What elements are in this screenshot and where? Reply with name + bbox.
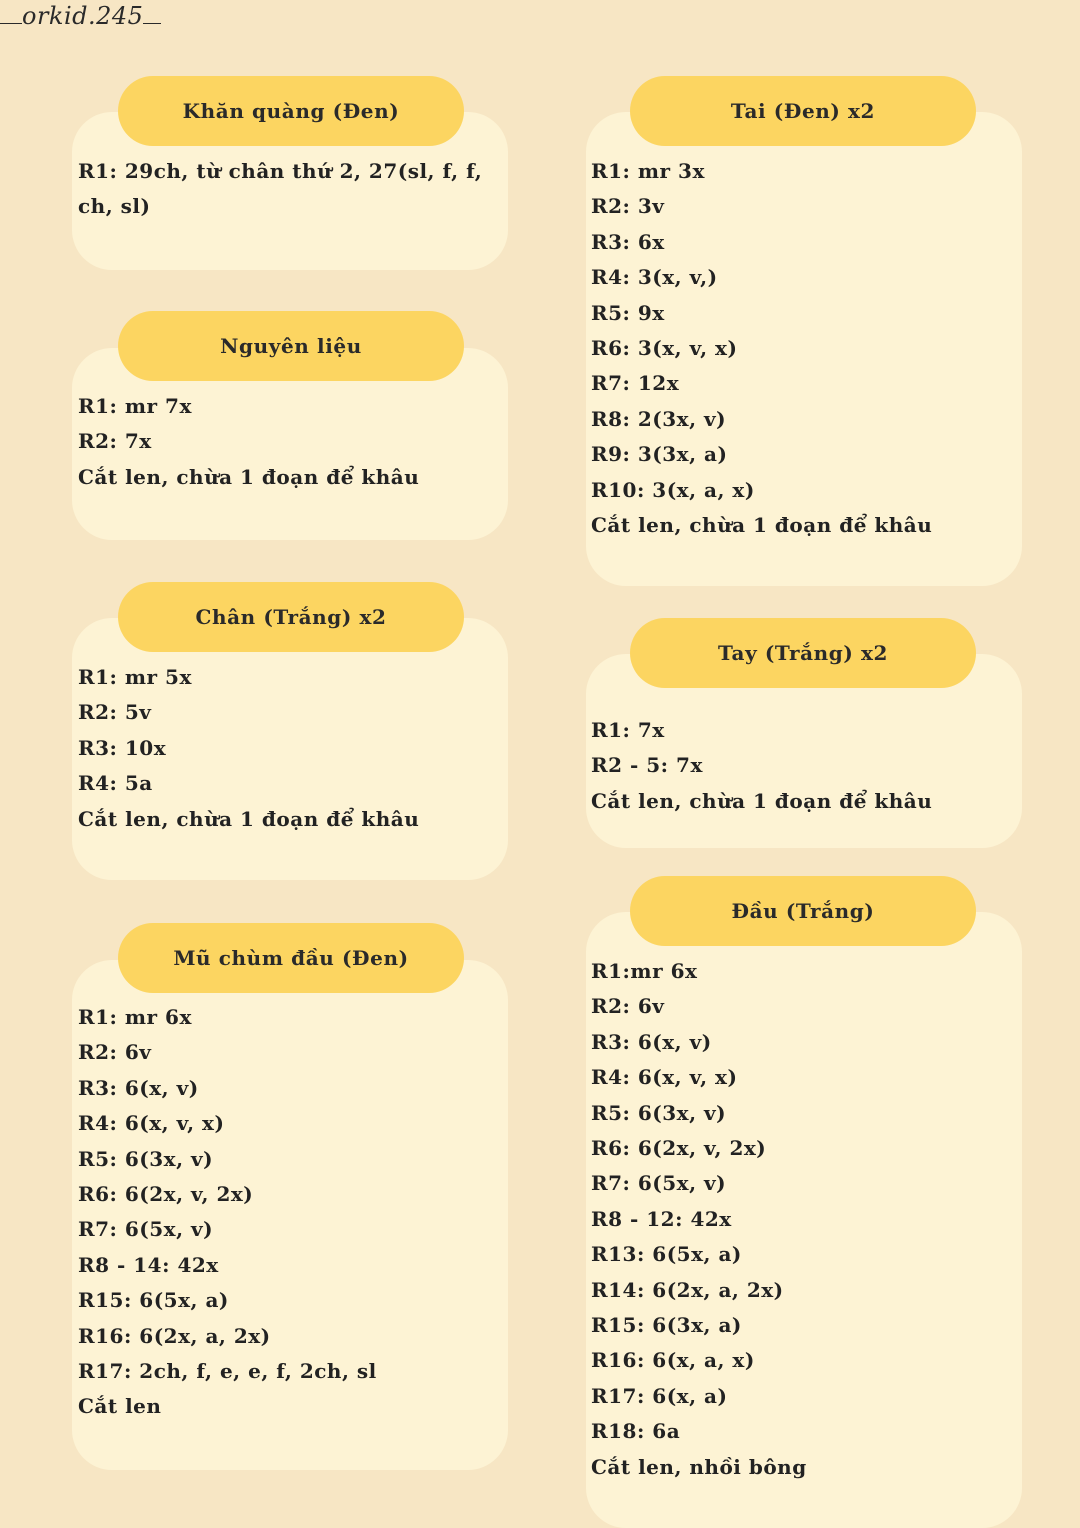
pattern-line: Cắt len, chừa 1 đoạn để khâu [591, 513, 933, 538]
pattern-line: R8: 2(3x, v) [591, 406, 727, 431]
section-lines-ears [591, 154, 1011, 543]
section-title-hood: Mũ chùm đầu (Đen) [118, 923, 464, 993]
pattern-line: R1: mr 7x [78, 394, 192, 418]
section-lines-head [591, 954, 1011, 1485]
pattern-line: R6: 6(2x, v, 2x) [78, 1182, 254, 1207]
pattern-line: R1: mr 3x [591, 159, 705, 183]
section-title-materials: Nguyên liệu [118, 311, 464, 381]
pattern-line: R2: 6v [78, 1040, 152, 1065]
pattern-line: R4: 6(x, v, x) [78, 1111, 225, 1136]
section-title-legs: Chân (Trắng) x2 [118, 582, 464, 652]
section-title-ears: Tai (Đen) x2 [630, 76, 976, 146]
pattern-line: R14: 6(2x, a, 2x) [591, 1277, 784, 1302]
pattern-line: R5: 6(3x, v) [591, 1100, 727, 1125]
pattern-line: R7: 6(5x, v) [78, 1217, 214, 1242]
section-lines-legs [78, 660, 498, 837]
pattern-line: R5: 9x [591, 300, 665, 325]
pattern-line: R3: 6x [591, 229, 665, 254]
pattern-line: R2: 7x [78, 429, 152, 454]
pattern-line: R1: mr 5x [78, 665, 192, 689]
pattern-line: R4: 5a [78, 771, 153, 796]
pattern-line: R7: 12x [591, 371, 680, 396]
pattern-line: R2: 6v [591, 994, 665, 1019]
section-title-head: Đầu (Trắng) [630, 876, 976, 946]
pattern-line: R2 - 5: 7x [591, 753, 703, 778]
pattern-line: R3: 6(x, v) [591, 1029, 712, 1054]
pattern-line: R3: 10x [78, 735, 167, 760]
pattern-line: Cắt len, nhồi bông [591, 1454, 807, 1479]
section-title-scarf: Khăn quàng (Đen) [118, 76, 464, 146]
pattern-line: R13: 6(5x, a) [591, 1242, 742, 1267]
pattern-line: Cắt len [78, 1394, 162, 1419]
section-lines-materials [78, 389, 498, 495]
pattern-line: R1:mr 6x [591, 959, 698, 983]
section-lines-hood [78, 1000, 498, 1425]
pattern-line: R16: 6(2x, a, 2x) [78, 1323, 271, 1348]
pattern-line: Cắt len, chừa 1 đoạn để khâu [78, 464, 420, 489]
pattern-line: R17: 6(x, a) [591, 1383, 728, 1408]
pattern-line: R15: 6(3x, a) [591, 1313, 742, 1338]
pattern-line: Cắt len, chừa 1 đoạn để khâu [591, 788, 933, 813]
pattern-line: R8 - 12: 42x [591, 1206, 732, 1231]
pattern-line: R15: 6(5x, a) [78, 1288, 229, 1313]
pattern-line: R9: 3(3x, a) [591, 442, 728, 467]
pattern-line: R4: 3(x, v,) [591, 265, 718, 290]
pattern-line: R6: 3(x, v, x) [591, 336, 738, 361]
pattern-line: R3: 6(x, v) [78, 1075, 199, 1100]
pattern-line: R18: 6a [591, 1419, 681, 1444]
section-lines-arms [591, 713, 1011, 819]
pattern-line: R2: 5v [78, 700, 152, 725]
section-title-arms: Tay (Trắng) x2 [630, 618, 976, 688]
pattern-line: R1: 29ch, từ chân thứ 2, 27(sl, f, f, ch, sl) [78, 159, 483, 219]
pattern-line: R8 - 14: 42x [78, 1252, 219, 1277]
pattern-line: R4: 6(x, v, x) [591, 1065, 738, 1090]
pattern-line: R5: 6(3x, v) [78, 1146, 214, 1171]
pattern-line: R17: 2ch, f, e, e, f, 2ch, sl [78, 1359, 377, 1384]
pattern-line: R16: 6(x, a, x) [591, 1348, 755, 1373]
watermark-signature: orkid.245 [0, 2, 161, 30]
section-lines-scarf [78, 154, 498, 225]
pattern-line: R10: 3(x, a, x) [591, 477, 755, 502]
pattern-line: R2: 3v [591, 194, 665, 219]
pattern-line: R1: 7x [591, 718, 665, 742]
pattern-line: R7: 6(5x, v) [591, 1171, 727, 1196]
pattern-line: R6: 6(2x, v, 2x) [591, 1136, 767, 1161]
pattern-line: Cắt len, chừa 1 đoạn để khâu [78, 806, 420, 831]
pattern-line: R1: mr 6x [78, 1005, 192, 1029]
